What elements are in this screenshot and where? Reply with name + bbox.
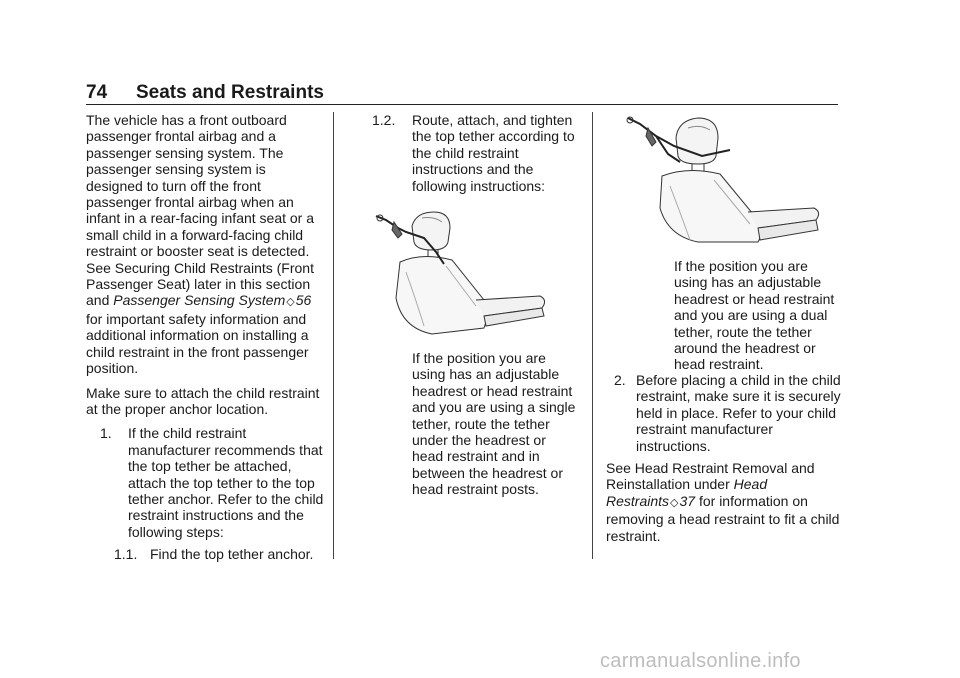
single-tether-illustration [372, 208, 552, 342]
step-number: 2. [614, 372, 626, 388]
page-ref-number[interactable]: 37 [679, 492, 696, 509]
head-restraints-link[interactable]: Head Restraints [606, 476, 768, 509]
step-number: 1.2. [372, 112, 396, 128]
page-ref-icon: ◇ [286, 296, 295, 309]
passenger-sensing-link[interactable]: Passenger Sensing System [113, 292, 286, 309]
single-tether-text: If the position you are using has an adjustable headrest or head restraint and you are using a single tether, route the tether under the headrest or head restraint and in between the headrest or head restraint posts. [412, 350, 576, 498]
column-divider-2 [592, 112, 593, 559]
page-header [86, 82, 838, 105]
step-text: Find the top tether anchor. [150, 546, 314, 563]
step-2 [606, 372, 846, 454]
dual-tether-illustration [618, 112, 822, 244]
column-3-lower [606, 372, 846, 552]
step-1-2 [372, 112, 582, 194]
step-1-1 [86, 546, 324, 562]
column-1 [86, 112, 324, 569]
page-number: 74 [86, 82, 108, 103]
anchor-paragraph: Make sure to attach the child restraint at the proper anchor location. [86, 384, 320, 417]
column-2 [372, 112, 582, 200]
page-ref-icon: ◇ [670, 496, 679, 509]
intro-paragraph: The vehicle has a front outboard passenger frontal airbag and a passenger sensing system. The passenger sensing system is designed to turn off the front passenger frontal airbag when an infant in a rear-facing infant seat or a small child in a forward-facing child restraint or booster seat is detected. See Securing Child Restraints (Front Passenger Seat) later in this section and Passenger Sensing System◇56 for important safety information and additional information on installing a child restraint in the front passenger position. [86, 112, 315, 377]
step-number: 1. [100, 425, 112, 442]
step-text: If the child restraint manufacturer recommends that the top tether be attached, attach the top tether to the top tether anchor. Refer to the child restraint instructions and the following steps: [128, 425, 324, 540]
page-ref-number[interactable]: 56 [295, 292, 312, 309]
see-also-paragraph: See Head Restraint Removal and Reinstallation under Head Restraints◇37 for information on removing a head restraint to fit a child restraint. [606, 460, 840, 544]
watermark: carmanualsonline.info [600, 650, 801, 672]
dual-tether-text: If the position you are using has an adjustable headrest or head restraint and you are using a dual tether, route the tether around the headrest or head restraint. [674, 258, 835, 373]
section-title: Seats and Restraints [136, 82, 324, 103]
step-text: Route, attach, and tighten the top tether according to the child restraint instructions and the following instructions: [412, 112, 575, 194]
step-number: 1.1. [114, 546, 138, 563]
step-text: Before placing a child in the child restraint, make sure it is securely held in place. Refer to your child restraint manufacturer instructions. [636, 372, 841, 454]
column-divider-1 [333, 112, 334, 559]
step-1 [86, 425, 324, 540]
